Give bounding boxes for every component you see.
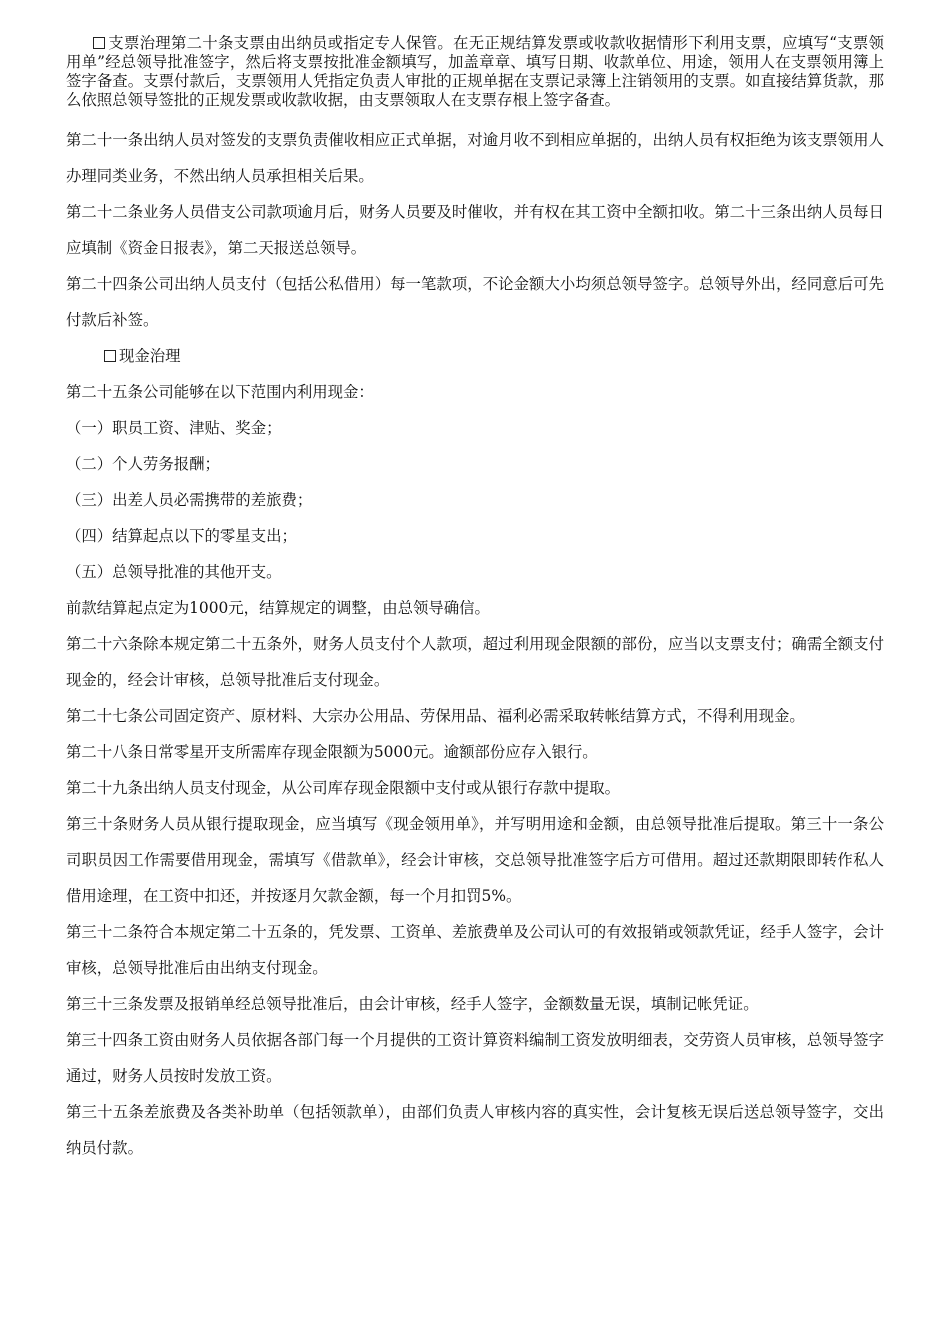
list-item: （二）个人劳务报酬； — [66, 455, 220, 473]
article-30-31: 第三十条财务人员从银行提取现金，应当填写《现金领用单》，并写明用途和金额，由总领导批准后提取。第三十一条公司职员因工作需要借用现金，需填写《借款单》，经会计审核，交总领导批准签字后方可借用。超过还款期限即转作私人借用途理，在工资中扣还，并按逐月欠款金额，每一个月扣罚5%。 — [66, 815, 884, 905]
cheque-section-label: 支票治理 — [108, 34, 171, 52]
article-27: 第二十七条公司固定资产、原材料、大宗办公用品、劳保用品、福利必需采取转帐结算方式，不得利用现金。 — [66, 707, 805, 725]
article-33: 第三十三条发票及报销单经总领导批准后，由会计审核，经手人签字，金额数量无误，填制记帐凭证。 — [66, 995, 759, 1013]
list-item: （三）出差人员必需携带的差旅费； — [66, 491, 313, 509]
article-25: 第二十五条公司能够在以下范围内利用现金： — [66, 383, 374, 401]
article-35: 第三十五条差旅费及各类补助单（包括领款单），由部们负责人审核内容的真实性，会计复核无误后送总领导签字，交出纳员付款。 — [66, 1103, 884, 1157]
article-29: 第二十九条出纳人员支付现金，从公司库存现金限额中支付或从银行存款中提取。 — [66, 779, 621, 797]
article-20-text: 第二十条支票由出纳员或指定专人保管。在无正规结算发票或收款收据情形下利用支票，应填写“支票领用单”经总领导批准签字，然后将支票按批准金额填写，加盖章章、填写日期、收款单位、用途，领用人在支票领用簿上签字备查。支票付款后，支票领用人凭指定负责人审批的正规单据在支票记录簿上注销领用的支票。如直接结算货款，那么依照总领导签批的正规发票或收款收据，由支票领取人在支票存根上签字备查。 — [66, 34, 884, 109]
article-34: 第三十四条工资由财务人员依据各部门每一个月提供的工资计算资料编制工资发放明细表，交劳资人员审核，总领导签字通过，财务人员按时发放工资。 — [66, 1031, 884, 1085]
article-22-23: 第二十二条业务人员借支公司款项逾月后，财务人员要及时催收，并有权在其工资中全额扣收。第二十三条出纳人员每日应填制《资金日报表》，第二天报送总领导。 — [66, 203, 884, 257]
article-21: 第二十一条出纳人员对签发的支票负责催收相应正式单据，对逾月收不到相应单据的，出纳人员有权拒绝为该支票领用人办理同类业务，不然出纳人员承担相关后果。 — [66, 131, 884, 185]
article-28: 第二十八条日常零星开支所需库存现金限额为5000元。逾额部份应存入银行。 — [66, 743, 598, 761]
list-item: （五）总领导批准的其他开支。 — [66, 563, 282, 581]
article-24: 第二十四条公司出纳人员支付（包括公私借用）每一笔款项，不论金额大小均须总领导签字。总领导外出，经同意后可先付款后补签。 — [66, 275, 884, 329]
checkbox-icon — [93, 37, 105, 49]
settlement-threshold-paragraph: 前款结算起点定为1000元，结算规定的调整，由总领导确信。 — [66, 599, 490, 617]
article-32: 第三十二条符合本规定第二十五条的，凭发票、工资单、差旅费单及公司认可的有效报销或领款凭证，经手人签字，会计审核，总领导批准后由出纳支付现金。 — [66, 923, 884, 977]
cash-section-label: 现金治理 — [119, 347, 181, 365]
list-item: （四）结算起点以下的零星支出； — [66, 527, 297, 545]
document-page — [66, 34, 884, 1166]
checkbox-icon — [104, 350, 116, 362]
cheque-management-paragraph — [66, 34, 884, 110]
cash-management-heading — [66, 338, 884, 374]
list-item: （一）职员工资、津贴、奖金； — [66, 419, 282, 437]
article-26: 第二十六条除本规定第二十五条外，财务人员支付个人款项，超过利用现金限额的部份，应当以支票支付；确需全额支付现金的，经会计审核，总领导批准后支付现金。 — [66, 635, 884, 689]
